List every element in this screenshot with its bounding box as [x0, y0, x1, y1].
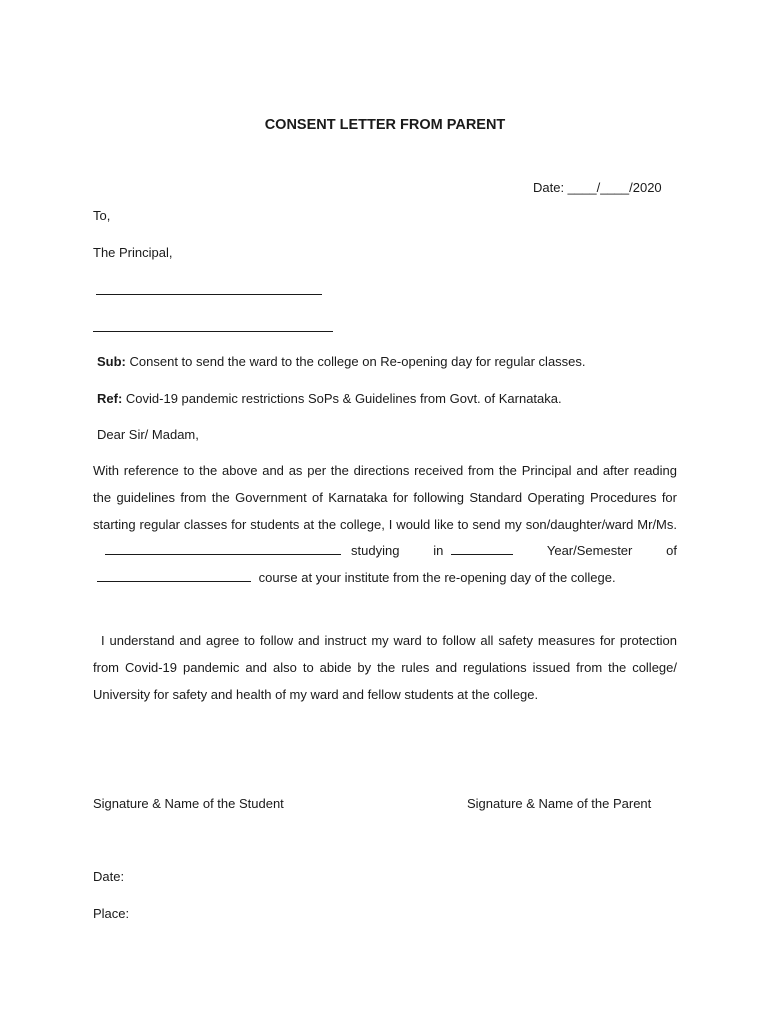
date-field[interactable]: Date: ____/____/2020	[533, 180, 662, 195]
address-line-2[interactable]	[93, 331, 333, 332]
date-label: Date:	[93, 869, 125, 884]
paragraph1-year-semester: Year/Semester of	[546, 543, 677, 559]
year-blank[interactable]	[451, 541, 513, 555]
recipient-title: The Principal,	[93, 245, 173, 260]
reference-label: Ref:	[97, 391, 123, 406]
body-paragraph-1	[93, 458, 677, 592]
subject-label: Sub:	[97, 354, 126, 369]
subject-line	[97, 354, 586, 369]
paragraph1-part2: course at your institute from the re-opening day of the college.	[258, 570, 616, 586]
subject-text: Consent to send the ward to the college on Re-opening day for regular classes.	[129, 354, 586, 369]
course-blank[interactable]	[97, 568, 251, 582]
student-name-blank[interactable]	[105, 541, 341, 555]
salutation-to: To,	[93, 208, 111, 223]
parent-signature-label: Signature & Name of the Parent	[467, 796, 652, 811]
body-paragraph-2	[93, 628, 677, 708]
paragraph1-part1: With reference to the above and as per the directions received from the Principal and after reading the guidelines from the Government of Karnataka for following Standard Operating Procedures for starting regular classes for students at the college, I would like to send my son/daughter/ward Mr/Ms.	[93, 463, 677, 532]
paragraph1-studying: studying in	[351, 543, 444, 559]
letter-title: CONSENT LETTER FROM PARENT	[264, 117, 506, 133]
address-line-1[interactable]	[96, 294, 322, 295]
paragraph2-text: I understand and agree to follow and instruct my ward to follow all safety measures for protection from Covid-19 pandemic and also to abide by the rules and regulations issued from the college/ University for safety and health of my ward and fellow students at the college.	[93, 633, 677, 702]
reference-text: Covid-19 pandemic restrictions SoPs & Guidelines from Govt. of Karnataka.	[125, 391, 562, 406]
student-signature-label: Signature & Name of the Student	[93, 796, 284, 811]
reference-line	[97, 391, 562, 406]
greeting: Dear Sir/ Madam,	[97, 427, 199, 442]
place-label: Place:	[93, 906, 130, 921]
